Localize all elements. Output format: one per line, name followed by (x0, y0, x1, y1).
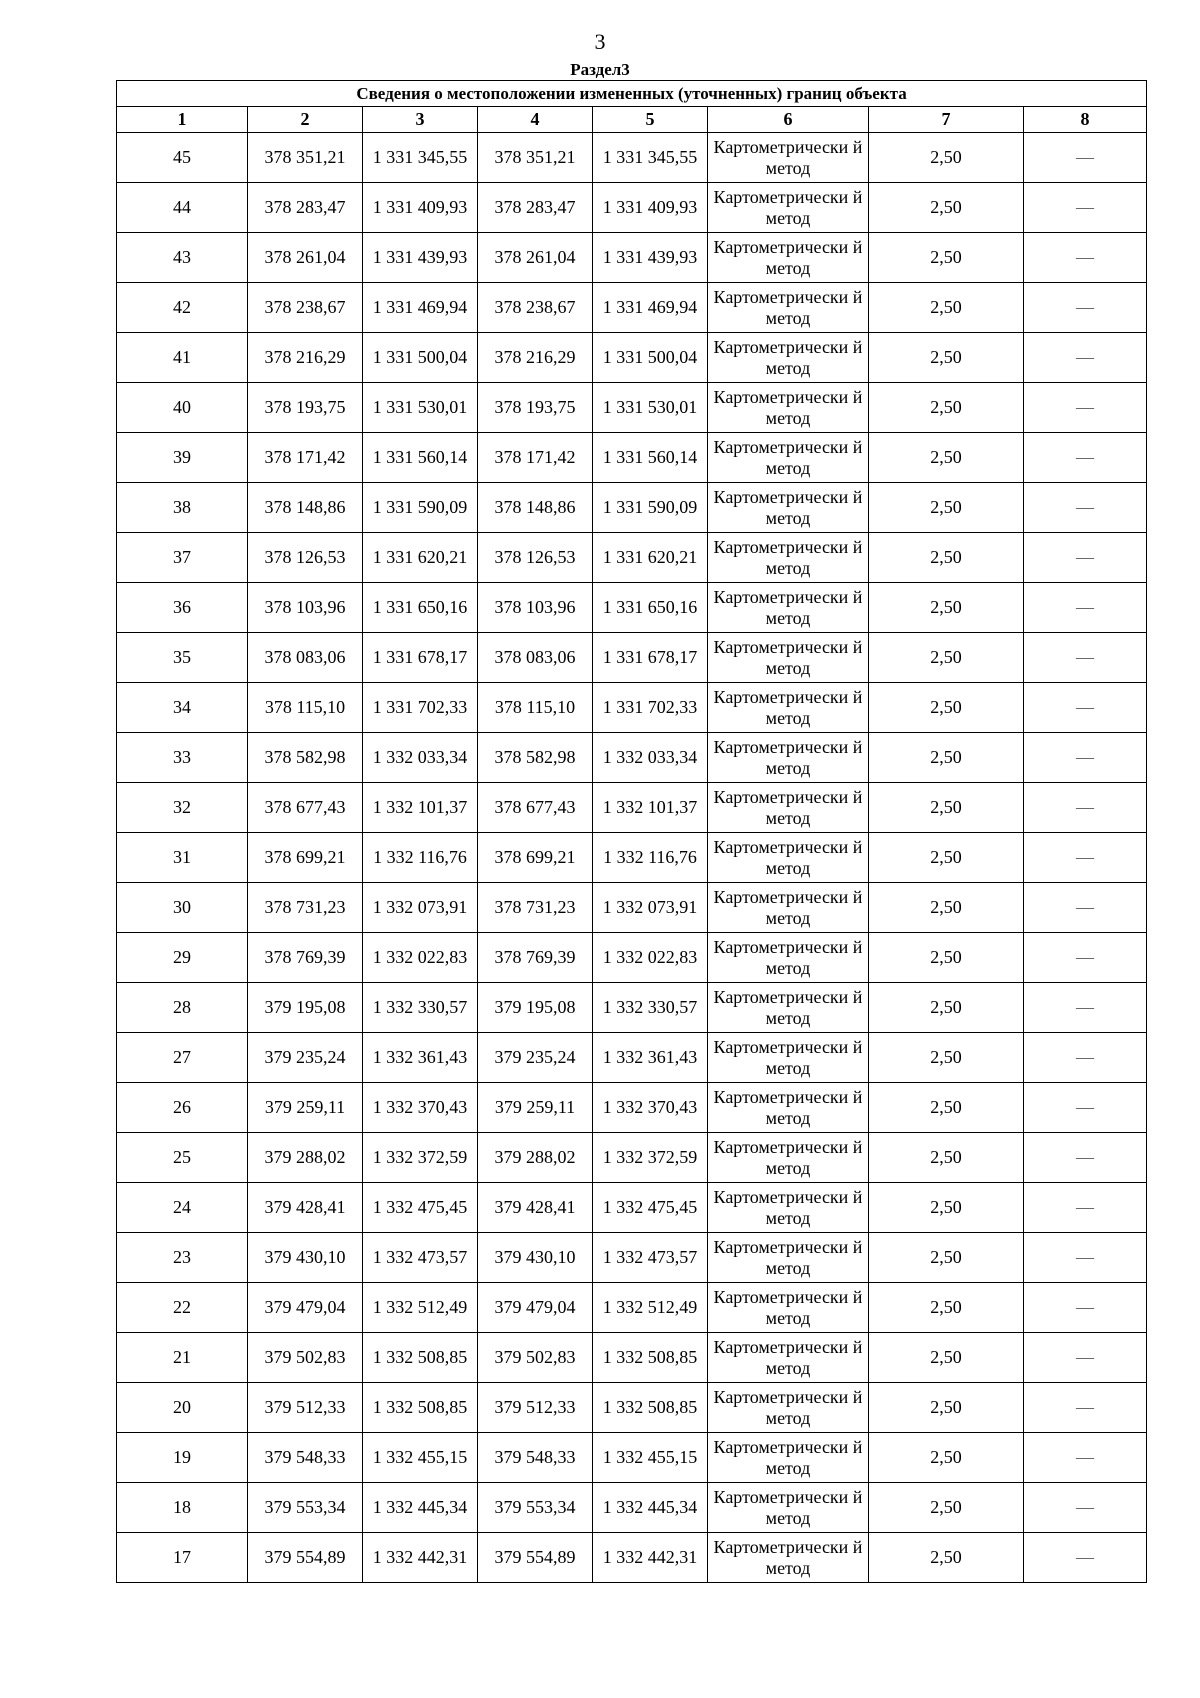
table-caption: Сведения о местоположении измененных (уточненных) границ объекта (117, 81, 1147, 107)
existing-x-cell: 378 283,47 (248, 183, 363, 233)
existing-y-cell: 1 332 330,57 (363, 983, 478, 1033)
existing-x-cell: 378 582,98 (248, 733, 363, 783)
point-number-cell: 39 (117, 433, 248, 483)
table-row (117, 333, 1147, 383)
point-number-cell: 36 (117, 583, 248, 633)
method-cell: Картометрически й метод (708, 233, 869, 283)
accuracy-cell: 2,50 (869, 1483, 1024, 1533)
column-number: 5 (593, 107, 708, 133)
method-cell: Картометрически й метод (708, 1083, 869, 1133)
refined-x-cell: 379 479,04 (478, 1283, 593, 1333)
existing-x-cell: 378 126,53 (248, 533, 363, 583)
table-row (117, 783, 1147, 833)
point-number-cell: 29 (117, 933, 248, 983)
point-number-cell: 43 (117, 233, 248, 283)
point-number-cell: 37 (117, 533, 248, 583)
refined-x-cell: 379 259,11 (478, 1083, 593, 1133)
table-row (117, 1233, 1147, 1283)
table-row (117, 733, 1147, 783)
refined-y-cell: 1 332 508,85 (593, 1383, 708, 1433)
point-number-cell: 33 (117, 733, 248, 783)
table-row (117, 283, 1147, 333)
refined-x-cell: 378 699,21 (478, 833, 593, 883)
refined-x-cell: 379 195,08 (478, 983, 593, 1033)
point-number-cell: 38 (117, 483, 248, 533)
note-cell: — (1024, 583, 1147, 633)
refined-x-cell: 379 288,02 (478, 1133, 593, 1183)
existing-y-cell: 1 331 409,93 (363, 183, 478, 233)
column-number: 6 (708, 107, 869, 133)
accuracy-cell: 2,50 (869, 333, 1024, 383)
accuracy-cell: 2,50 (869, 1183, 1024, 1233)
refined-y-cell: 1 332 475,45 (593, 1183, 708, 1233)
refined-y-cell: 1 331 560,14 (593, 433, 708, 483)
existing-x-cell: 379 554,89 (248, 1533, 363, 1583)
existing-x-cell: 378 083,06 (248, 633, 363, 683)
existing-y-cell: 1 331 530,01 (363, 383, 478, 433)
refined-y-cell: 1 331 590,09 (593, 483, 708, 533)
refined-y-cell: 1 331 620,21 (593, 533, 708, 583)
point-number-cell: 40 (117, 383, 248, 433)
refined-x-cell: 378 115,10 (478, 683, 593, 733)
table-row (117, 833, 1147, 883)
table-row (117, 233, 1147, 283)
existing-y-cell: 1 332 033,34 (363, 733, 478, 783)
refined-x-cell: 378 148,86 (478, 483, 593, 533)
existing-y-cell: 1 332 370,43 (363, 1083, 478, 1133)
accuracy-cell: 2,50 (869, 1533, 1024, 1583)
method-cell: Картометрически й метод (708, 883, 869, 933)
refined-x-cell: 378 283,47 (478, 183, 593, 233)
method-cell: Картометрически й метод (708, 783, 869, 833)
refined-x-cell: 378 582,98 (478, 733, 593, 783)
note-cell: — (1024, 1383, 1147, 1433)
refined-x-cell: 378 769,39 (478, 933, 593, 983)
existing-x-cell: 378 261,04 (248, 233, 363, 283)
refined-x-cell: 379 235,24 (478, 1033, 593, 1083)
note-cell: — (1024, 733, 1147, 783)
existing-x-cell: 379 428,41 (248, 1183, 363, 1233)
table-row (117, 183, 1147, 233)
method-cell: Картометрически й метод (708, 1033, 869, 1083)
refined-y-cell: 1 331 409,93 (593, 183, 708, 233)
refined-x-cell: 378 216,29 (478, 333, 593, 383)
note-cell: — (1024, 683, 1147, 733)
point-number-cell: 31 (117, 833, 248, 883)
method-cell: Картометрически й метод (708, 383, 869, 433)
accuracy-cell: 2,50 (869, 383, 1024, 433)
column-number: 8 (1024, 107, 1147, 133)
existing-x-cell: 378 769,39 (248, 933, 363, 983)
point-number-cell: 21 (117, 1333, 248, 1383)
accuracy-cell: 2,50 (869, 1083, 1024, 1133)
refined-y-cell: 1 332 361,43 (593, 1033, 708, 1083)
method-cell: Картометрически й метод (708, 1433, 869, 1483)
refined-x-cell: 379 512,33 (478, 1383, 593, 1433)
table-row (117, 983, 1147, 1033)
note-cell: — (1024, 1333, 1147, 1383)
note-cell: — (1024, 333, 1147, 383)
accuracy-cell: 2,50 (869, 533, 1024, 583)
table-row (117, 1533, 1147, 1583)
existing-x-cell: 378 677,43 (248, 783, 363, 833)
refined-x-cell: 379 548,33 (478, 1433, 593, 1483)
method-cell: Картометрически й метод (708, 683, 869, 733)
existing-y-cell: 1 331 678,17 (363, 633, 478, 683)
note-cell: — (1024, 1133, 1147, 1183)
point-number-cell: 17 (117, 1533, 248, 1583)
table-caption-row (117, 81, 1147, 107)
refined-x-cell: 378 193,75 (478, 383, 593, 433)
refined-y-cell: 1 332 442,31 (593, 1533, 708, 1583)
refined-y-cell: 1 332 473,57 (593, 1233, 708, 1283)
refined-y-cell: 1 332 455,15 (593, 1433, 708, 1483)
point-number-cell: 19 (117, 1433, 248, 1483)
refined-y-cell: 1 332 512,49 (593, 1283, 708, 1333)
accuracy-cell: 2,50 (869, 283, 1024, 333)
method-cell: Картометрически й метод (708, 133, 869, 183)
existing-x-cell: 378 115,10 (248, 683, 363, 733)
existing-x-cell: 379 195,08 (248, 983, 363, 1033)
refined-x-cell: 379 554,89 (478, 1533, 593, 1583)
point-number-cell: 32 (117, 783, 248, 833)
refined-y-cell: 1 331 500,04 (593, 333, 708, 383)
refined-y-cell: 1 331 439,93 (593, 233, 708, 283)
point-number-cell: 24 (117, 1183, 248, 1233)
table-row (117, 583, 1147, 633)
refined-x-cell: 378 238,67 (478, 283, 593, 333)
existing-x-cell: 378 193,75 (248, 383, 363, 433)
method-cell: Картометрически й метод (708, 583, 869, 633)
accuracy-cell: 2,50 (869, 1233, 1024, 1283)
refined-x-cell: 378 103,96 (478, 583, 593, 633)
existing-y-cell: 1 332 073,91 (363, 883, 478, 933)
table-row (117, 1433, 1147, 1483)
table-row (117, 883, 1147, 933)
table-row (117, 1283, 1147, 1333)
existing-y-cell: 1 332 512,49 (363, 1283, 478, 1333)
table-row (117, 483, 1147, 533)
boundary-coordinates-table (116, 80, 1147, 1583)
refined-y-cell: 1 332 073,91 (593, 883, 708, 933)
existing-x-cell: 378 216,29 (248, 333, 363, 383)
method-cell: Картометрически й метод (708, 183, 869, 233)
note-cell: — (1024, 1233, 1147, 1283)
column-number: 7 (869, 107, 1024, 133)
note-cell: — (1024, 883, 1147, 933)
method-cell: Картометрически й метод (708, 1383, 869, 1433)
refined-y-cell: 1 331 702,33 (593, 683, 708, 733)
table-row (117, 433, 1147, 483)
table-row (117, 633, 1147, 683)
existing-y-cell: 1 331 620,21 (363, 533, 478, 583)
existing-x-cell: 379 259,11 (248, 1083, 363, 1133)
point-number-cell: 34 (117, 683, 248, 733)
refined-x-cell: 378 731,23 (478, 883, 593, 933)
method-cell: Картометрически й метод (708, 283, 869, 333)
refined-x-cell: 379 430,10 (478, 1233, 593, 1283)
method-cell: Картометрически й метод (708, 433, 869, 483)
note-cell: — (1024, 1483, 1147, 1533)
existing-x-cell: 379 235,24 (248, 1033, 363, 1083)
point-number-cell: 41 (117, 333, 248, 383)
method-cell: Картометрически й метод (708, 1283, 869, 1333)
accuracy-cell: 2,50 (869, 1333, 1024, 1383)
point-number-cell: 28 (117, 983, 248, 1033)
table-row (117, 1383, 1147, 1433)
table-row (117, 1183, 1147, 1233)
accuracy-cell: 2,50 (869, 683, 1024, 733)
existing-y-cell: 1 331 590,09 (363, 483, 478, 533)
accuracy-cell: 2,50 (869, 733, 1024, 783)
existing-x-cell: 378 148,86 (248, 483, 363, 533)
point-number-cell: 27 (117, 1033, 248, 1083)
existing-y-cell: 1 331 345,55 (363, 133, 478, 183)
table-row (117, 1083, 1147, 1133)
accuracy-cell: 2,50 (869, 583, 1024, 633)
note-cell: — (1024, 383, 1147, 433)
existing-x-cell: 379 288,02 (248, 1133, 363, 1183)
refined-y-cell: 1 332 370,43 (593, 1083, 708, 1133)
method-cell: Картометрически й метод (708, 1533, 869, 1583)
table-row (117, 1133, 1147, 1183)
existing-y-cell: 1 332 101,37 (363, 783, 478, 833)
accuracy-cell: 2,50 (869, 1033, 1024, 1083)
note-cell: — (1024, 783, 1147, 833)
existing-x-cell: 379 553,34 (248, 1483, 363, 1533)
point-number-cell: 42 (117, 283, 248, 333)
method-cell: Картометрически й метод (708, 1133, 869, 1183)
existing-y-cell: 1 331 469,94 (363, 283, 478, 333)
page-number: 3 (594, 29, 606, 54)
method-cell: Картометрически й метод (708, 483, 869, 533)
note-cell: — (1024, 1033, 1147, 1083)
note-cell: — (1024, 833, 1147, 883)
refined-x-cell: 378 126,53 (478, 533, 593, 583)
accuracy-cell: 2,50 (869, 483, 1024, 533)
column-number: 2 (248, 107, 363, 133)
point-number-cell: 26 (117, 1083, 248, 1133)
accuracy-cell: 2,50 (869, 433, 1024, 483)
existing-y-cell: 1 331 439,93 (363, 233, 478, 283)
existing-y-cell: 1 332 022,83 (363, 933, 478, 983)
note-cell: — (1024, 1083, 1147, 1133)
method-cell: Картометрически й метод (708, 533, 869, 583)
note-cell: — (1024, 183, 1147, 233)
existing-x-cell: 379 548,33 (248, 1433, 363, 1483)
table-body (117, 133, 1147, 1583)
accuracy-cell: 2,50 (869, 633, 1024, 683)
refined-x-cell: 378 677,43 (478, 783, 593, 833)
note-cell: — (1024, 1533, 1147, 1583)
note-cell: — (1024, 1283, 1147, 1333)
existing-x-cell: 378 351,21 (248, 133, 363, 183)
method-cell: Картометрически й метод (708, 833, 869, 883)
note-cell: — (1024, 983, 1147, 1033)
method-cell: Картометрически й метод (708, 1233, 869, 1283)
table-row (117, 383, 1147, 433)
accuracy-cell: 2,50 (869, 783, 1024, 833)
existing-x-cell: 378 731,23 (248, 883, 363, 933)
point-number-cell: 18 (117, 1483, 248, 1533)
method-cell: Картометрически й метод (708, 733, 869, 783)
refined-y-cell: 1 332 101,37 (593, 783, 708, 833)
column-number: 3 (363, 107, 478, 133)
note-cell: — (1024, 533, 1147, 583)
existing-x-cell: 378 238,67 (248, 283, 363, 333)
note-cell: — (1024, 433, 1147, 483)
existing-y-cell: 1 331 702,33 (363, 683, 478, 733)
refined-x-cell: 378 171,42 (478, 433, 593, 483)
table-row (117, 1333, 1147, 1383)
accuracy-cell: 2,50 (869, 133, 1024, 183)
point-number-cell: 45 (117, 133, 248, 183)
existing-y-cell: 1 332 508,85 (363, 1383, 478, 1433)
refined-y-cell: 1 331 530,01 (593, 383, 708, 433)
existing-y-cell: 1 331 650,16 (363, 583, 478, 633)
point-number-cell: 20 (117, 1383, 248, 1433)
table-row (117, 1033, 1147, 1083)
note-cell: — (1024, 1433, 1147, 1483)
refined-y-cell: 1 332 508,85 (593, 1333, 708, 1383)
existing-x-cell: 379 479,04 (248, 1283, 363, 1333)
point-number-cell: 23 (117, 1233, 248, 1283)
refined-x-cell: 378 351,21 (478, 133, 593, 183)
refined-y-cell: 1 332 116,76 (593, 833, 708, 883)
refined-x-cell: 378 083,06 (478, 633, 593, 683)
point-number-cell: 22 (117, 1283, 248, 1333)
existing-x-cell: 378 103,96 (248, 583, 363, 633)
note-cell: — (1024, 1183, 1147, 1233)
note-cell: — (1024, 233, 1147, 283)
table-row (117, 133, 1147, 183)
point-number-cell: 44 (117, 183, 248, 233)
method-cell: Картометрически й метод (708, 1333, 869, 1383)
existing-y-cell: 1 332 455,15 (363, 1433, 478, 1483)
accuracy-cell: 2,50 (869, 833, 1024, 883)
note-cell: — (1024, 483, 1147, 533)
note-cell: — (1024, 933, 1147, 983)
refined-x-cell: 379 553,34 (478, 1483, 593, 1533)
refined-y-cell: 1 332 445,34 (593, 1483, 708, 1533)
refined-y-cell: 1 332 022,83 (593, 933, 708, 983)
accuracy-cell: 2,50 (869, 883, 1024, 933)
existing-x-cell: 379 430,10 (248, 1233, 363, 1283)
point-number-cell: 30 (117, 883, 248, 933)
existing-x-cell: 379 502,83 (248, 1333, 363, 1383)
existing-y-cell: 1 332 442,31 (363, 1533, 478, 1583)
existing-y-cell: 1 332 445,34 (363, 1483, 478, 1533)
note-cell: — (1024, 283, 1147, 333)
refined-x-cell: 379 428,41 (478, 1183, 593, 1233)
accuracy-cell: 2,50 (869, 1133, 1024, 1183)
existing-y-cell: 1 331 500,04 (363, 333, 478, 383)
table-row (117, 933, 1147, 983)
refined-x-cell: 378 261,04 (478, 233, 593, 283)
existing-y-cell: 1 332 508,85 (363, 1333, 478, 1383)
method-cell: Картометрически й метод (708, 1183, 869, 1233)
existing-y-cell: 1 332 116,76 (363, 833, 478, 883)
existing-y-cell: 1 331 560,14 (363, 433, 478, 483)
accuracy-cell: 2,50 (869, 183, 1024, 233)
existing-x-cell: 378 699,21 (248, 833, 363, 883)
existing-x-cell: 379 512,33 (248, 1383, 363, 1433)
point-number-cell: 25 (117, 1133, 248, 1183)
accuracy-cell: 2,50 (869, 233, 1024, 283)
existing-y-cell: 1 332 361,43 (363, 1033, 478, 1083)
refined-y-cell: 1 331 678,17 (593, 633, 708, 683)
accuracy-cell: 2,50 (869, 1433, 1024, 1483)
existing-y-cell: 1 332 372,59 (363, 1133, 478, 1183)
column-number: 1 (117, 107, 248, 133)
table-row (117, 683, 1147, 733)
column-number: 4 (478, 107, 593, 133)
refined-y-cell: 1 332 330,57 (593, 983, 708, 1033)
method-cell: Картометрически й метод (708, 933, 869, 983)
section-title: Раздел3 (570, 60, 630, 79)
table-row (117, 1483, 1147, 1533)
column-numbers-row (117, 107, 1147, 133)
refined-y-cell: 1 331 469,94 (593, 283, 708, 333)
note-cell: — (1024, 633, 1147, 683)
note-cell: — (1024, 133, 1147, 183)
accuracy-cell: 2,50 (869, 983, 1024, 1033)
method-cell: Картометрически й метод (708, 333, 869, 383)
refined-y-cell: 1 332 372,59 (593, 1133, 708, 1183)
refined-y-cell: 1 332 033,34 (593, 733, 708, 783)
refined-y-cell: 1 331 345,55 (593, 133, 708, 183)
accuracy-cell: 2,50 (869, 933, 1024, 983)
method-cell: Картометрически й метод (708, 1483, 869, 1533)
existing-y-cell: 1 332 473,57 (363, 1233, 478, 1283)
method-cell: Картометрически й метод (708, 983, 869, 1033)
method-cell: Картометрически й метод (708, 633, 869, 683)
point-number-cell: 35 (117, 633, 248, 683)
accuracy-cell: 2,50 (869, 1283, 1024, 1333)
table-row (117, 533, 1147, 583)
accuracy-cell: 2,50 (869, 1383, 1024, 1433)
refined-x-cell: 379 502,83 (478, 1333, 593, 1383)
existing-x-cell: 378 171,42 (248, 433, 363, 483)
existing-y-cell: 1 332 475,45 (363, 1183, 478, 1233)
refined-y-cell: 1 331 650,16 (593, 583, 708, 633)
